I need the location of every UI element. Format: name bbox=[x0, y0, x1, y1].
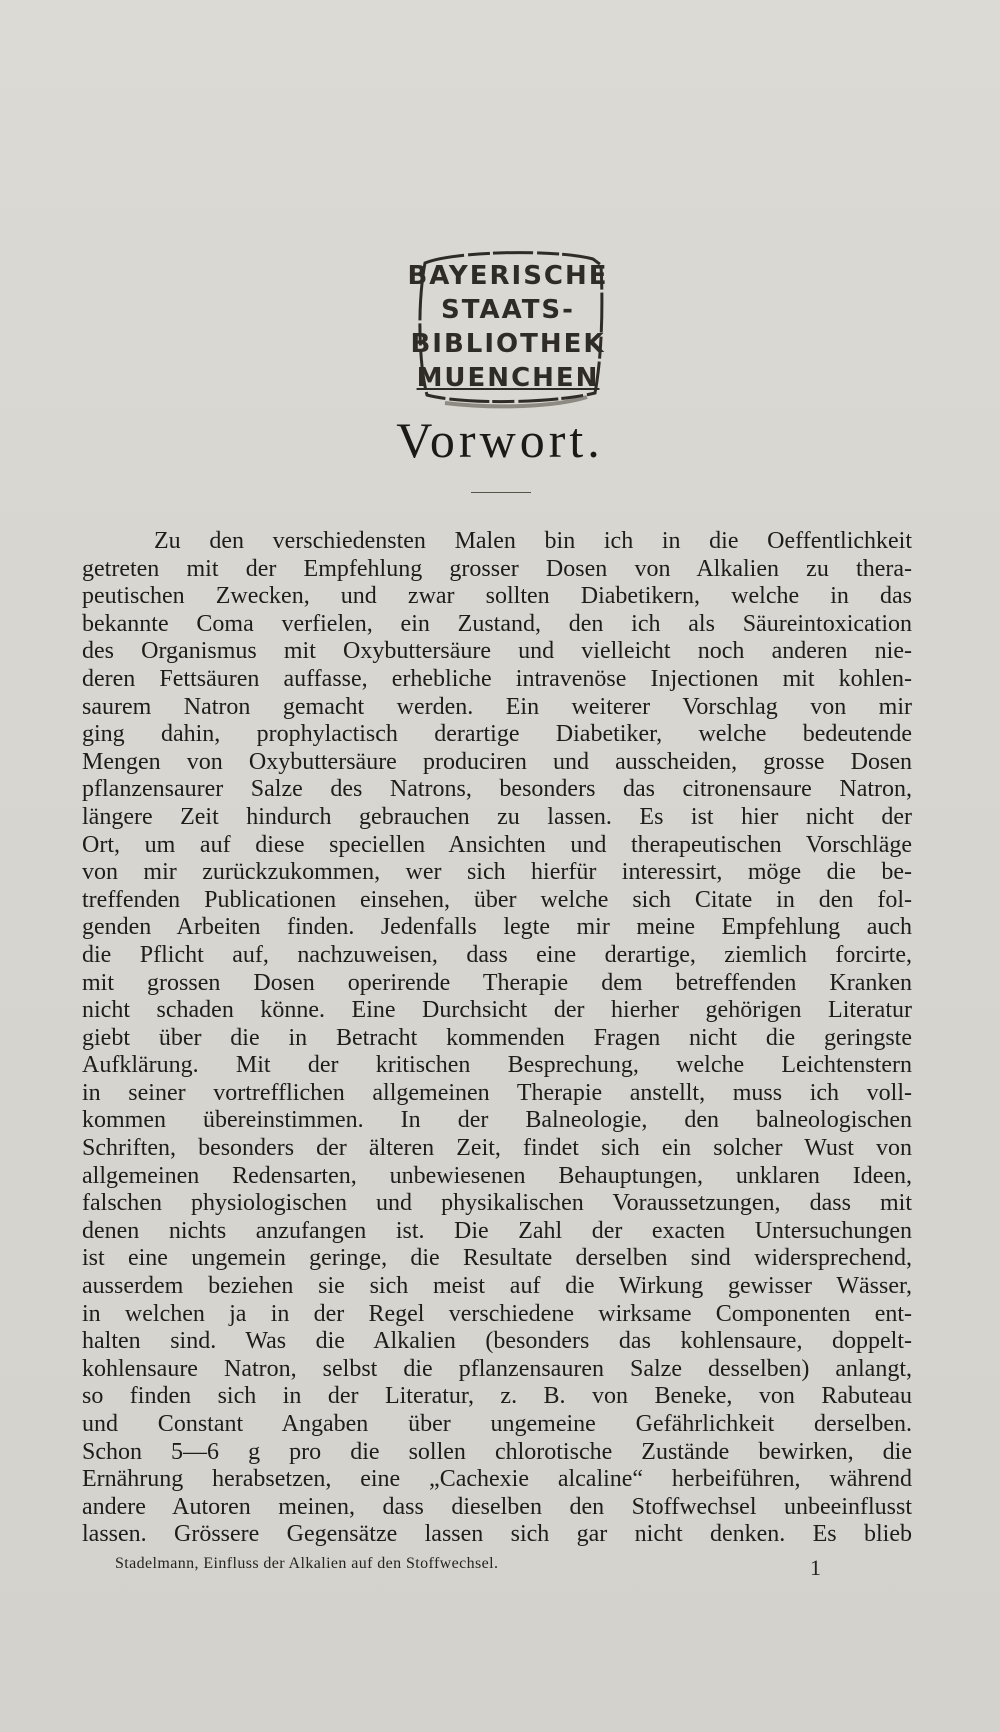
text-line: und Constant Angaben über ungemeine Gefährlichkeit derselben. bbox=[82, 1411, 912, 1437]
text-line: bekannte Coma verfielen, ein Zustand, den ich als Säureintoxication bbox=[82, 610, 912, 637]
text-line: ging dahin, prophylactisch derartige Diabetiker, welche bedeutende bbox=[82, 721, 912, 748]
preface-body bbox=[82, 528, 912, 1549]
text-line: so finden sich in der Literatur, z. B. von Beneke, von Rabuteau bbox=[82, 1383, 912, 1410]
text-line: ausserdem beziehen sie sich meist auf die Wirkung gewisser Wässer, bbox=[82, 1273, 912, 1300]
stamp-line-4: MUENCHEN bbox=[416, 363, 600, 393]
text-line: nicht schaden könne. Eine Durchsicht der hierher gehörigen Literatur bbox=[82, 997, 912, 1024]
text-line: saurem Natron gemacht werden. Ein weiterer Vorschlag von mir bbox=[82, 693, 912, 720]
stamp-line-2: STAATS- bbox=[441, 295, 575, 325]
text-line: pflanzensaurer Salze des Natrons, besonders das citronensaure Natron, bbox=[82, 776, 912, 803]
stamp-line-3: BIBLIOTHEK bbox=[410, 329, 606, 359]
text-line: von mir zurückzukommen, wer sich hierfür interessirt, möge die be- bbox=[82, 859, 912, 886]
text-line: Ort, um auf diese speciellen Ansichten und therapeutischen Vorschläge bbox=[82, 831, 912, 858]
text-line: Ernährung herabsetzen, eine „Cachexie alcaline“ herbeiführen, während bbox=[82, 1466, 912, 1493]
running-title: Stadelmann, Einfluss der Alkalien auf den Stoffwechsel. bbox=[115, 1555, 499, 1572]
text-line: Mengen von Oxybuttersäure produciren und ausscheiden, grosse Dosen bbox=[82, 748, 912, 775]
text-line: ist eine ungemein geringe, die Resultate derselben sind widersprechend, bbox=[82, 1245, 912, 1272]
title-divider bbox=[471, 492, 531, 493]
page-title: Vorwort. bbox=[396, 412, 604, 468]
text-line: die Pflicht auf, nachzuweisen, dass eine derartige, ziemlich forcirte, bbox=[82, 941, 912, 968]
text-line: treffenden Publicationen einsehen, über welche sich Citate in den fol- bbox=[82, 886, 912, 913]
text-line: getreten mit der Empfehlung grosser Dosen von Alkalien zu thera- bbox=[82, 555, 912, 582]
text-line: Zu den verschiedensten Malen bin ich in die Oeffentlichkeit bbox=[154, 528, 912, 554]
text-line: des Organismus mit Oxybuttersäure und vielleicht noch anderen nie- bbox=[82, 638, 912, 665]
text-line: längere Zeit hindurch gebrauchen zu lassen. Es ist hier nicht der bbox=[82, 803, 912, 830]
text-line: Schriften, besonders der älteren Zeit, findet sich ein solcher Wust von bbox=[82, 1135, 912, 1162]
text-line: mit grossen Dosen operirende Therapie dem betreffenden Kranken bbox=[82, 969, 912, 996]
stamp-line-1: BAYERISCHE bbox=[407, 261, 609, 291]
text-line: genden Arbeiten finden. Jedenfalls legte mir meine Empfehlung auch bbox=[82, 914, 912, 941]
library-stamp bbox=[405, 245, 611, 413]
text-line: halten sind. Was die Alkalien (besonders das kohlensaure, doppelt- bbox=[82, 1328, 912, 1355]
text-line: in welchen ja in der Regel verschiedene wirksame Componenten ent- bbox=[82, 1300, 912, 1327]
text-line: falschen physiologischen und physikalischen Voraussetzungen, dass mit bbox=[82, 1190, 912, 1217]
signature-mark: 1 bbox=[810, 1555, 821, 1580]
text-line: lassen. Grössere Gegensätze lassen sich gar nicht denken. Es blieb bbox=[82, 1521, 912, 1548]
text-line: allgemeinen Redensarten, unbewiesenen Behauptungen, unklaren Ideen, bbox=[82, 1162, 912, 1189]
text-line: giebt über die in Betracht kommenden Fragen nicht die geringste bbox=[82, 1024, 912, 1051]
text-line: Schon 5—6 g pro die sollen chlorotische Zustände bewirken, die bbox=[82, 1438, 912, 1465]
text-line: Aufklärung. Mit der kritischen Besprechung, welche Leichtenstern bbox=[82, 1052, 912, 1079]
text-line: in seiner vortrefflichen allgemeinen Therapie anstellt, muss ich voll- bbox=[82, 1079, 912, 1106]
text-line: kohlensaure Natron, selbst die pflanzensauren Salze desselben) anlangt, bbox=[82, 1355, 912, 1382]
text-line: denen nichts anzufangen ist. Die Zahl der exacten Untersuchungen bbox=[82, 1217, 912, 1244]
text-line: deren Fettsäuren auffasse, erhebliche intravenöse Injectionen mit kohlen- bbox=[82, 665, 912, 692]
text-line: peutischen Zwecken, und zwar sollten Diabetikern, welche in das bbox=[82, 583, 912, 610]
text-line: kommen übereinstimmen. In der Balneologie, den balneologischen bbox=[82, 1107, 912, 1134]
text-line: andere Autoren meinen, dass dieselben den Stoffwechsel unbeeinflusst bbox=[82, 1493, 912, 1520]
